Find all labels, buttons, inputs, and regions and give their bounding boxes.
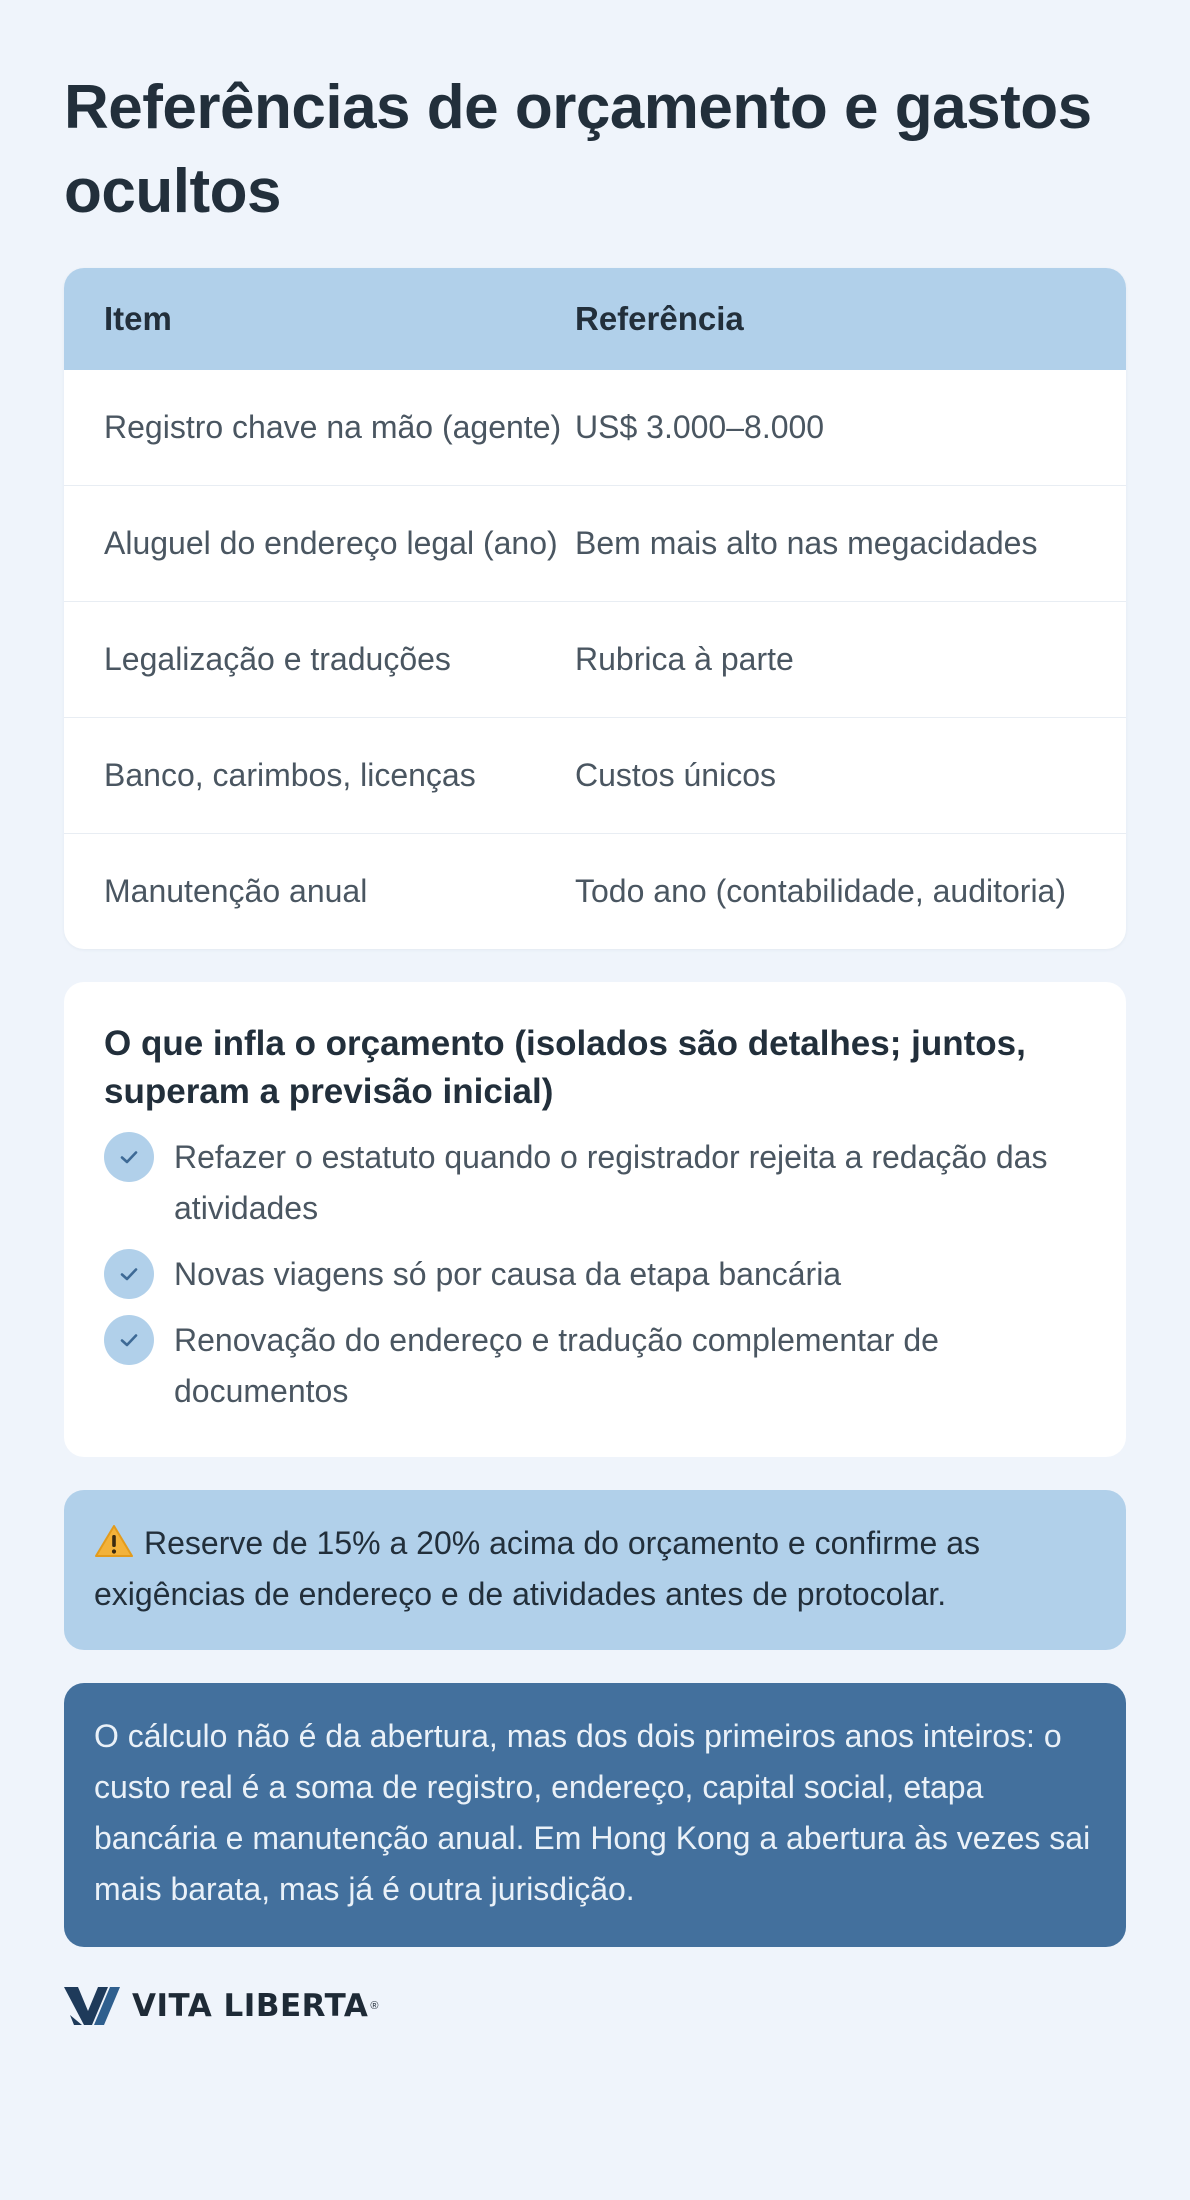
brand-logo [64,1985,1126,2027]
table-row [64,370,1126,485]
table-cell-item: Aluguel do endereço legal (ano) [104,525,558,561]
table-header [64,268,1126,370]
table-cell-reference: Rubrica à parte [575,641,794,677]
check-icon [104,1249,154,1299]
list-title: O que infla o orçamento (isolados são detalhes; juntos, superam a previsão inicial) [104,1024,1026,1111]
list-item-text: Renovação do endereço e tradução complementar de documentos [174,1322,939,1409]
list-item [104,1315,1086,1417]
table-header-item: Item [104,300,172,337]
table-cell-item: Banco, carimbos, licenças [104,757,476,793]
budget-inflators-card [64,982,1126,1457]
check-icon [104,1315,154,1365]
info-text: O cálculo não é da abertura, mas dos dois primeiros anos inteiros: o custo real é a soma de registro, endereço, capital social, etapa bancária e manutenção anual. Em Hong Kong a abertura às vezes sai mais barata, mas já é outra jurisdição. [94,1718,1091,1907]
list-item-text: Refazer o estatuto quando o registrador rejeita a redação das atividades [174,1139,1048,1226]
brand-name: VITA LIBERTA [132,1988,369,2024]
info-callout [64,1683,1126,1947]
warning-text: Reserve de 15% a 20% acima do orçamento e confirme as exigências de endereço e de atividades antes de protocolar. [94,1525,980,1612]
vita-liberta-logo-icon [64,1985,122,2027]
table-cell-reference: Bem mais alto nas megacidades [575,525,1038,561]
warning-paragraph [94,1518,1096,1620]
budget-table [64,268,1126,949]
table-cell-reference: Todo ano (contabilidade, auditoria) [575,873,1066,909]
table-row [64,485,1126,601]
table-cell-reference: Custos únicos [575,757,776,793]
table-row [64,717,1126,833]
table-cell-reference: US$ 3.000–8.000 [575,409,825,445]
table-cell-item: Manutenção anual [104,873,368,909]
table-body [64,370,1126,949]
page-title: Referências de orçamento e gastos ocultos [64,73,1092,226]
warning-callout [64,1490,1126,1650]
table-row [64,601,1126,717]
table-cell-item: Registro chave na mão (agente) [104,409,562,445]
list-item-text: Novas viagens só por causa da etapa bancária [174,1256,842,1292]
list-item [104,1249,1086,1300]
table-row [64,833,1126,949]
table-cell-item: Legalização e traduções [104,641,451,677]
check-icon [104,1132,154,1182]
registered-mark: ® [370,2000,379,2012]
warning-icon [94,1522,134,1556]
list-item [104,1132,1086,1234]
table-header-reference: Referência [575,300,744,337]
